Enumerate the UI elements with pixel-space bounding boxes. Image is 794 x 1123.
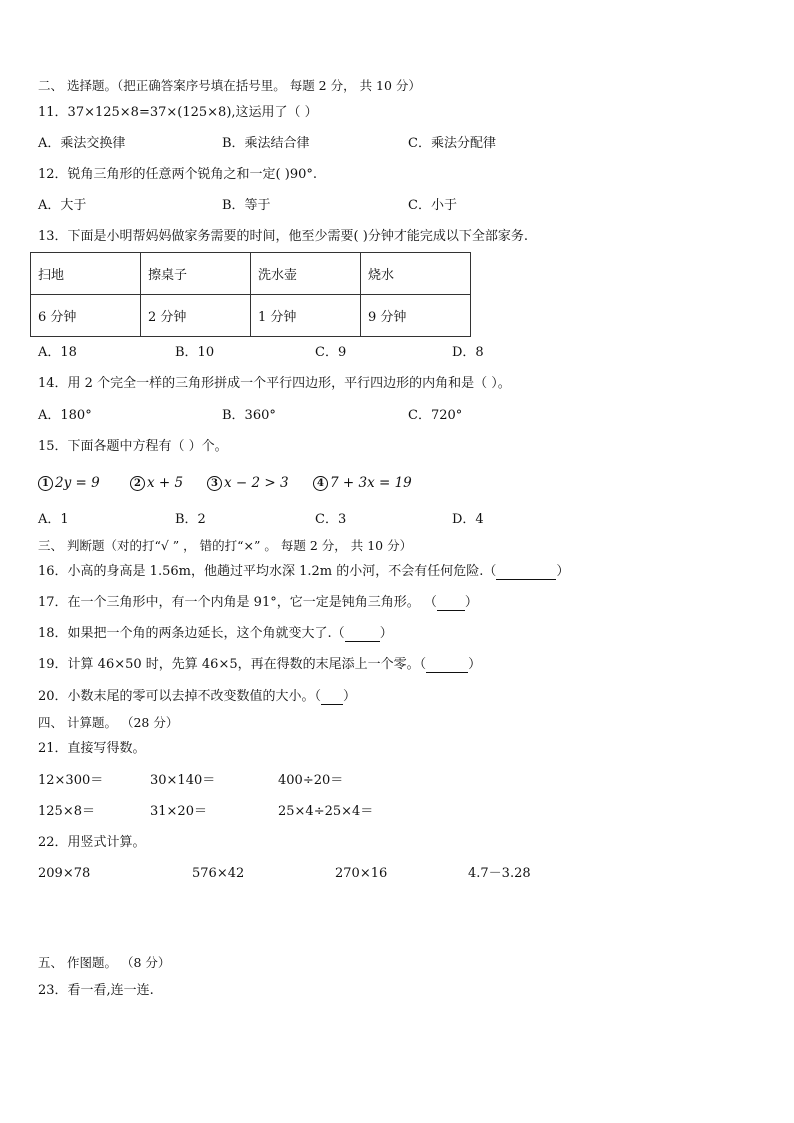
section-3-header: 三、 判断题（对的打“√ ” ， 错的打“×” 。 每题 2 分， 共 10 分） [38, 538, 413, 553]
q22-stem: 22．用竖式计算。 [38, 835, 146, 850]
equation-expression: x − 2 > 3 [224, 475, 289, 491]
q13-option-c: C．9 [315, 345, 347, 360]
q15-option-d: D．4 [452, 512, 484, 527]
q17-close-paren: ） [464, 595, 478, 610]
q20-stem: 20．小数末尾的零可以去掉不改变数值的大小。（ [38, 689, 322, 704]
table-cell: 洗水壶 [251, 253, 361, 295]
q15-option-c: C．3 [315, 512, 347, 527]
q21-item: 125×8＝ [38, 804, 95, 819]
q21-item: 25×4÷25×4＝ [278, 804, 374, 819]
table-cell: 扫地 [31, 253, 141, 295]
q22-item: 209×78 [38, 866, 91, 881]
q21-item: 400÷20＝ [278, 773, 344, 788]
q13-stem: 13．下面是小明帮妈妈做家务需要的时间，他至少需要( )分钟才能完成以下全部家务. [38, 229, 528, 244]
q12-option-b: B．等于 [222, 198, 271, 213]
q19-stem: 19．计算 46×50 时，先算 46×5，再在得数的末尾添上一个零。（ [38, 657, 427, 672]
table-row [31, 253, 471, 295]
section-4-header: 四、 计算题。 （28 分） [38, 715, 179, 730]
q15-item-2 [130, 475, 183, 492]
table-cell: 9 分钟 [361, 295, 471, 337]
q13-option-a: A．18 [38, 345, 77, 360]
chores-time-table [30, 252, 471, 337]
circled-number: 3 [207, 476, 222, 491]
table-cell: 烧水 [361, 253, 471, 295]
q20-close-paren: ） [343, 689, 357, 704]
q13-option-b: B．10 [175, 345, 215, 360]
table-row [31, 295, 471, 337]
q21-item: 30×140＝ [150, 773, 216, 788]
q21-item: 31×20＝ [150, 804, 207, 819]
circled-number: 1 [38, 476, 53, 491]
section-2-header: 二、 选择题。（把正确答案序号填在括号里。 每题 2 分， 共 10 分） [38, 78, 421, 93]
q11-option-a: A．乘法交换律 [38, 136, 126, 151]
q16-answer-blank[interactable] [496, 567, 556, 580]
q19-row [38, 657, 481, 673]
section-5-header: 五、 作图题。 （8 分） [38, 955, 171, 970]
q23-stem: 23．看一看,连一连. [38, 983, 154, 998]
table-cell: 1 分钟 [251, 295, 361, 337]
q21-stem: 21．直接写得数。 [38, 741, 146, 756]
q14-option-a: A．180° [38, 408, 92, 423]
q14-option-b: B．360° [222, 408, 276, 423]
q14-option-c: C．720° [408, 408, 463, 423]
q18-close-paren: ） [379, 626, 393, 641]
equation-expression: x + 5 [147, 475, 184, 491]
q12-stem: 12．锐角三角形的任意两个锐角之和一定( )90°. [38, 167, 317, 182]
q11-option-c: C．乘法分配律 [408, 136, 496, 151]
q12-option-a: A．大于 [38, 198, 87, 213]
table-cell: 6 分钟 [31, 295, 141, 337]
q21-item: 12×300＝ [38, 773, 104, 788]
q12-option-c: C．小于 [408, 198, 457, 213]
circled-number: 4 [313, 476, 328, 491]
table-cell: 2 分钟 [141, 295, 251, 337]
q22-item: 576×42 [192, 866, 245, 881]
q22-item: 270×16 [335, 866, 388, 881]
equation-expression: 7 + 3x = 19 [330, 475, 412, 491]
q11-stem: 11．37×125×8=37×(125×8),这运用了（ ） [38, 105, 318, 120]
q14-stem: 14．用 2 个完全一样的三角形拼成一个平行四边形，平行四边形的内角和是（ ）。 [38, 376, 511, 391]
q20-answer-blank[interactable] [321, 692, 343, 705]
q15-item-1 [38, 475, 100, 492]
q17-stem: 17．在一个三角形中，有一个内角是 91°，它一定是钝角三角形。 （ [38, 595, 437, 610]
q15-item-3 [207, 475, 289, 492]
q18-stem: 18．如果把一个角的两条边延长，这个角就变大了.（ [38, 626, 345, 641]
q11-option-b: B．乘法结合律 [222, 136, 310, 151]
q17-row [38, 595, 478, 611]
q19-answer-blank[interactable] [426, 660, 468, 673]
q22-item: 4.7－3.28 [468, 866, 531, 881]
q19-close-paren: ） [468, 657, 482, 672]
q15-option-a: A．1 [38, 512, 69, 527]
table-cell: 擦桌子 [141, 253, 251, 295]
q15-item-4 [313, 475, 412, 492]
q18-row [38, 626, 393, 642]
q16-close-paren: ） [556, 564, 570, 579]
q16-stem: 16．小高的身高是 1.56m，他趟过平均水深 1.2m 的小河，不会有任何危险.（ [38, 564, 497, 579]
q15-option-b: B．2 [175, 512, 206, 527]
circled-number: 2 [130, 476, 145, 491]
q15-stem: 15．下面各题中方程有（ ）个。 [38, 439, 228, 454]
q16-row [38, 564, 569, 580]
q17-answer-blank[interactable] [437, 598, 465, 611]
q18-answer-blank[interactable] [345, 629, 380, 642]
q13-option-d: D．8 [452, 345, 484, 360]
equation-expression: 2y = 9 [55, 475, 100, 491]
q20-row [38, 689, 356, 705]
